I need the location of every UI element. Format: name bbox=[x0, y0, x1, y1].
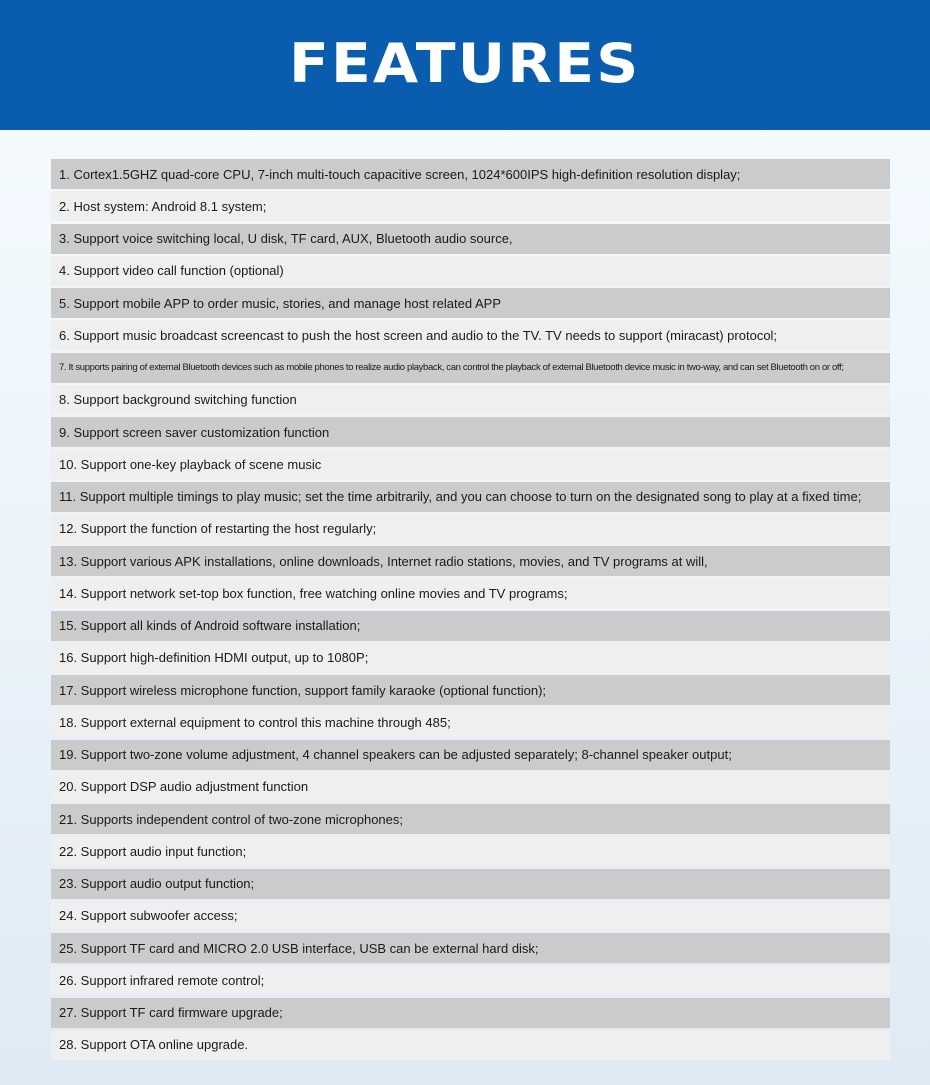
feature-item-11: 11. Support multiple timings to play music; set the time arbitrarily, and you can choose to turn on the designated song to play at a fixed time; bbox=[51, 482, 890, 512]
feature-item-6: 6. Support music broadcast screencast to push the host screen and audio to the TV. TV needs to support (miracast) protocol; bbox=[51, 320, 890, 350]
feature-item-23: 23. Support audio output function; bbox=[51, 869, 890, 899]
feature-item-22: 22. Support audio input function; bbox=[51, 836, 890, 866]
feature-item-2: 2. Host system: Android 8.1 system; bbox=[51, 191, 890, 221]
feature-list bbox=[51, 159, 890, 1062]
feature-item-3: 3. Support voice switching local, U disk, TF card, AUX, Bluetooth audio source, bbox=[51, 224, 890, 254]
feature-item-8: 8. Support background switching function bbox=[51, 385, 890, 415]
feature-item-5: 5. Support mobile APP to order music, stories, and manage host related APP bbox=[51, 288, 890, 318]
feature-item-17: 17. Support wireless microphone function, support family karaoke (optional function); bbox=[51, 675, 890, 705]
feature-item-7: 7. It supports pairing of external Bluetooth devices such as mobile phones to realize audio playback, can control the playback of external Bluetooth device music in two-way, and can set Bluetooth on or off; bbox=[51, 353, 890, 383]
feature-item-10: 10. Support one-key playback of scene music bbox=[51, 449, 890, 479]
feature-item-1: 1. Cortex1.5GHZ quad-core CPU, 7-inch multi-touch capacitive screen, 1024*600IPS high-definition resolution display; bbox=[51, 159, 890, 189]
feature-item-14: 14. Support network set-top box function, free watching online movies and TV programs; bbox=[51, 578, 890, 608]
feature-item-26: 26. Support infrared remote control; bbox=[51, 965, 890, 995]
header-banner bbox=[0, 0, 930, 130]
feature-item-24: 24. Support subwoofer access; bbox=[51, 901, 890, 931]
feature-item-20: 20. Support DSP audio adjustment function bbox=[51, 772, 890, 802]
feature-item-19: 19. Support two-zone volume adjustment, 4 channel speakers can be adjusted separately; 8-channel speaker output; bbox=[51, 740, 890, 770]
feature-item-21: 21. Supports independent control of two-zone microphones; bbox=[51, 804, 890, 834]
feature-item-16: 16. Support high-definition HDMI output, up to 1080P; bbox=[51, 643, 890, 673]
feature-item-28: 28. Support OTA online upgrade. bbox=[51, 1030, 890, 1060]
feature-item-13: 13. Support various APK installations, online downloads, Internet radio stations, movies, and TV programs at will, bbox=[51, 546, 890, 576]
feature-item-25: 25. Support TF card and MICRO 2.0 USB interface, USB can be external hard disk; bbox=[51, 933, 890, 963]
feature-item-27: 27. Support TF card firmware upgrade; bbox=[51, 998, 890, 1028]
page-title: FEATURES bbox=[289, 31, 641, 95]
feature-item-18: 18. Support external equipment to control this machine through 485; bbox=[51, 707, 890, 737]
feature-item-9: 9. Support screen saver customization function bbox=[51, 417, 890, 447]
feature-item-12: 12. Support the function of restarting the host regularly; bbox=[51, 514, 890, 544]
feature-item-4: 4. Support video call function (optional) bbox=[51, 256, 890, 286]
feature-item-15: 15. Support all kinds of Android software installation; bbox=[51, 611, 890, 641]
